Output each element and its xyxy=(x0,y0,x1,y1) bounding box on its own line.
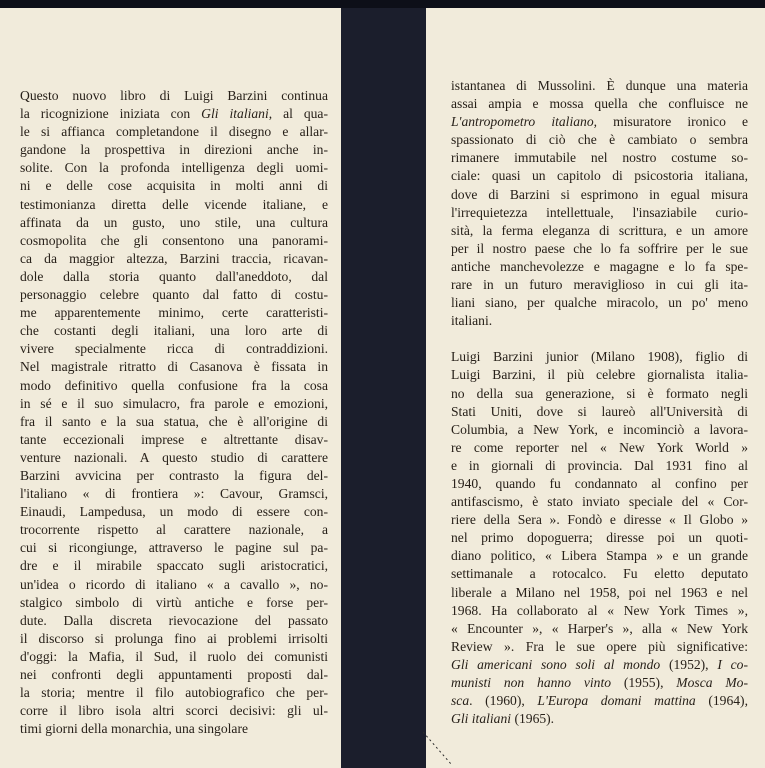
left-flap-line: stalgico simbolo di virtù antiche e forse per- xyxy=(20,594,328,610)
fold-mark xyxy=(423,728,463,768)
left-flap-line: ca da maggior altezza, Barzini traccia, ricavan- xyxy=(20,250,328,266)
right-flap-desc-line: rare in un futuro meraviglioso in cui gli ita- xyxy=(451,277,748,293)
left-flap-line: la ricognizione iniziata con Gli italiani, al qua- xyxy=(20,106,328,122)
right-flap-desc-line: rimanere immutabile nel nostro costume so- xyxy=(451,150,748,166)
right-flap-desc-line: l'irrequietezza intellettuale, l'insaziabile curio- xyxy=(451,204,748,220)
author-bio-line: 1968. Ha collaborato al « New York Times », xyxy=(451,602,748,618)
left-flap-line: Questo nuovo libro di Luigi Barzini continua xyxy=(20,88,328,103)
left-flap-line: me apparentemente minimo, certe caratteristi- xyxy=(20,305,328,321)
author-bio-line: « Encounter », « Harper's », alla « New York xyxy=(451,620,748,636)
left-flap-line: cosmopolita che gli consentono una panorami- xyxy=(20,232,328,248)
left-flap-line: affinata da un gusto, uno stile, una cultura xyxy=(20,214,328,230)
left-flap-line: che costanti degli italiani, una loro arte di xyxy=(20,323,328,339)
author-bio-line: Luigi Barzini, il più celebre giornalista italia- xyxy=(451,367,748,383)
author-bio-line: e in giornali di provincia. Dal 1931 fino al xyxy=(451,457,748,473)
author-bio-line: settimanale a rotocalco. Fu eletto deputato xyxy=(451,566,748,582)
left-flap-line: solite. Con la profonda intelligenza degli uomi- xyxy=(20,160,328,176)
right-flap-desc-line: spassionato di ciò che è cambiato o sembra xyxy=(451,132,748,148)
author-bio-line: sca. (1960), L'Europa domani mattina (1964), xyxy=(451,693,748,709)
left-flap-line: personaggio celebre quanto dal fatto di costu- xyxy=(20,287,328,303)
left-flap-line: nei confronti degli appuntamenti proposti dal- xyxy=(20,667,328,682)
left-flap-line: in sé e il suo simulacro, fra parole e emozioni, xyxy=(20,395,328,411)
right-flap-desc-line: italiani. xyxy=(451,313,493,329)
left-flap-line: modo definitivo quella confusione fra la cosa xyxy=(20,377,328,393)
right-flap-desc-line: sità, la ferma eleganza di scrittura, e un amore xyxy=(451,222,748,238)
left-flap-line: dute. Dalla discreta rievocazione del passato xyxy=(20,612,328,628)
left-flap-line: dole dalla storia quanto dall'aneddoto, dal xyxy=(20,268,328,284)
left-flap-text xyxy=(20,87,328,738)
left-flap-line: timi giorni della monarchia, una singolare xyxy=(20,721,249,737)
author-bio-line: antifascismo, è stato inviato speciale del « Cor- xyxy=(451,494,748,510)
right-flap-description xyxy=(451,77,748,330)
left-flap-line: dre e il mirabile spaccato sugli aristocratici, xyxy=(20,558,328,574)
left-flap-line: Einaudi, Lampedusa, un modo di essere con- xyxy=(20,504,328,520)
left-flap-line: trocorrente rispetto al carattere nazionale, a xyxy=(20,522,328,538)
author-bio-line: munisti non hanno vinto (1955), Mosca Mo- xyxy=(451,675,748,690)
left-flap-line: il discorso si prolunga fino ai problemi irrisolti xyxy=(20,630,328,646)
left-flap-line: venture nazionali. A questo studio di carattere xyxy=(20,449,328,465)
author-bio-line: Gli americani sono soli al mondo (1952), I co- xyxy=(451,656,748,672)
author-bio-line: Luigi Barzini junior (Milano 1908), figlio di xyxy=(451,349,748,365)
left-flap-line: vivere specialmente ricca di contraddizioni. xyxy=(20,341,328,357)
author-bio-line: Gli italiani (1965). xyxy=(451,711,555,727)
left-flap-line: le si affianca completandone il disegno e allar- xyxy=(20,124,328,140)
right-book-flap xyxy=(426,8,765,768)
author-bio-line: Review ». Fra le sue opere più significative: xyxy=(451,638,748,654)
right-flap-desc-line: dove di Barzini si esprimono in egual misura xyxy=(451,186,748,202)
left-flap-line: cui si ricongiunge, attraverso le pagine sul pa- xyxy=(20,540,328,556)
left-flap-line: gandone la prospettiva in direzioni anche in- xyxy=(20,142,328,158)
right-flap-desc-line: assai ampia e mossa quella che confluisce ne xyxy=(451,96,748,112)
author-bio-line: Stati Uniti, dove si laureò all'Università di xyxy=(451,403,748,419)
left-flap-line: tante eccezionali imprese e altrettante disav- xyxy=(20,431,328,447)
left-flap-line: ni e delle cose acquisita in molti anni di xyxy=(20,178,328,194)
right-flap-desc-line: istantanea di Mussolini. È dunque una materia xyxy=(451,78,748,93)
scan-top-edge xyxy=(0,0,765,8)
left-book-flap xyxy=(0,8,341,768)
right-flap-desc-line: antiche manchevolezze e magagne e lo fa spe- xyxy=(451,258,748,274)
author-bio-line: re come reporter nel « New York World » xyxy=(451,439,748,455)
left-flap-line: testimonianza diretta delle vicende italiane, e xyxy=(20,196,328,212)
right-flap-desc-line: per il nostro paese che lo fa soffrire per le sue xyxy=(451,240,748,256)
author-bio-line: Columbia, a New York, e incominciò a lavora- xyxy=(451,421,748,437)
author-bio-line: no della sua generazione, si è formato negli xyxy=(451,385,748,401)
author-bio-line: nel primo dopoguerra; diresse poi un quoti- xyxy=(451,530,748,546)
left-flap-line: la storia; mentre il filo autobiografico che per- xyxy=(20,685,328,701)
author-biography xyxy=(451,348,748,728)
right-flap-desc-line: ciale: quasi un capitolo di psicostoria italiana, xyxy=(451,168,748,184)
author-bio-line: 1940, quando fu condannato al confino per xyxy=(451,475,748,491)
left-flap-line: l'italiano « di frontiera »: Cavour, Gramsci, xyxy=(20,486,328,502)
right-flap-desc-line: L'antropometro italiano, misuratore ironico e xyxy=(451,114,748,130)
left-flap-line: Barzini avvicina per contrasto la figura del- xyxy=(20,467,328,483)
left-flap-line: d'oggi: la Mafia, il Sud, il ruolo dei comunisti xyxy=(20,648,328,664)
author-bio-line: riere della Sera ». Fondò e diresse « Il Globo » xyxy=(451,512,748,528)
left-flap-line: fra il santo e la sua statua, che è all'origine di xyxy=(20,413,328,429)
author-bio-line: liberale a Milano nel 1958, poi nel 1963 e nel xyxy=(451,584,748,600)
author-bio-line: diano politico, « Libera Stampa » e un grande xyxy=(451,548,748,564)
left-flap-line: Nel magistrale ritratto di Casanova è fissata in xyxy=(20,359,328,375)
left-flap-line: corre il libro isola altri scorci decisivi: gli ul- xyxy=(20,703,328,719)
right-flap-desc-line: liani siano, per qualche miracolo, un po' meno xyxy=(451,295,748,311)
left-flap-line: un'idea o ricordo di italiano « a cavallo », no- xyxy=(20,576,328,592)
